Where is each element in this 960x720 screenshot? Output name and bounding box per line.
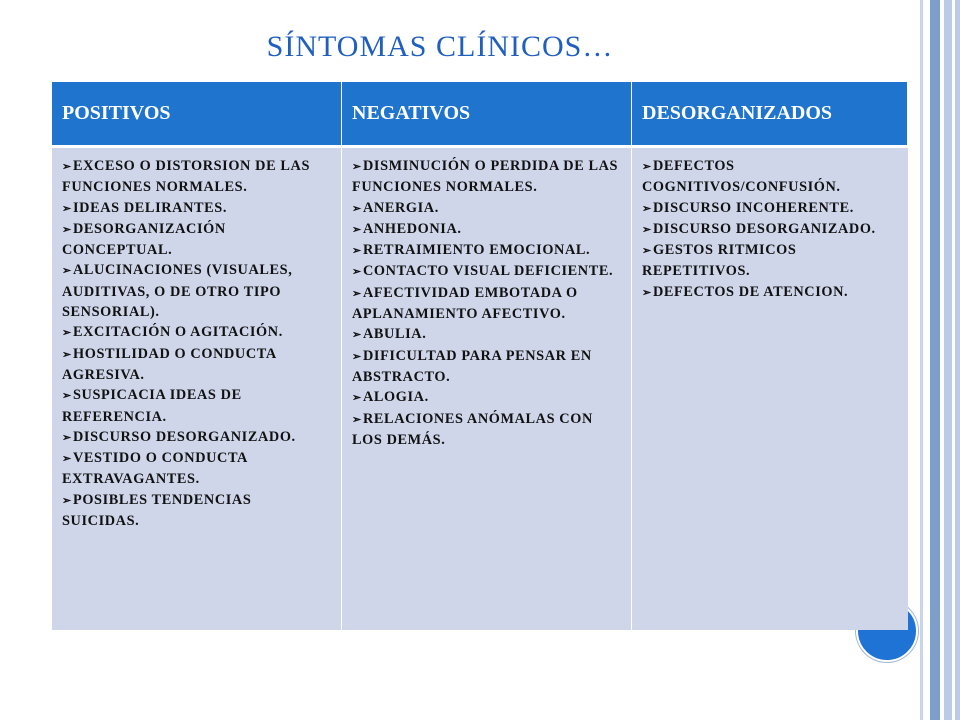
symptoms-table — [52, 82, 908, 630]
symptom-text: ABULIA. — [363, 326, 427, 343]
arrow-bullet-icon: ➢ — [62, 494, 72, 507]
symptom-item — [642, 219, 898, 240]
frame-line — [952, 0, 955, 720]
arrow-bullet-icon: ➢ — [642, 202, 652, 215]
arrow-bullet-icon: ➢ — [62, 453, 72, 466]
positive-symptom-list — [62, 156, 331, 531]
arrow-bullet-icon: ➢ — [352, 392, 362, 405]
arrow-bullet-icon: ➢ — [352, 266, 362, 279]
symptom-item — [62, 260, 331, 322]
header-positivos: POSITIVOS — [52, 82, 342, 148]
symptom-text: AFECTIVIDAD EMBOTADA O APLANAMIENTO AFECTIVO. — [352, 284, 578, 323]
arrow-bullet-icon: ➢ — [642, 223, 652, 236]
negative-symptom-list — [352, 156, 621, 450]
symptom-item — [62, 427, 331, 448]
cell-desorganizados — [632, 148, 908, 630]
arrow-bullet-icon: ➢ — [62, 202, 72, 215]
arrow-bullet-icon: ➢ — [352, 350, 362, 363]
symptom-text: ANHEDONIA. — [363, 220, 462, 237]
symptom-item — [352, 261, 621, 282]
symptom-item — [642, 156, 898, 198]
symptom-item — [62, 344, 331, 386]
symptom-item — [62, 385, 331, 427]
symptom-text: ANERGIA. — [363, 199, 439, 216]
symptom-text: DISCURSO DESORGANIZADO. — [653, 220, 876, 237]
symptom-item — [62, 448, 331, 490]
symptom-item — [642, 240, 898, 282]
symptom-text: HOSTILIDAD O CONDUCTA AGRESIVA. — [62, 345, 276, 383]
symptom-text: ALUCINACIONES (VISUALES, AUDITIVAS, O DE OTRO TIPO SENSORIAL). — [62, 262, 293, 321]
arrow-bullet-icon: ➢ — [62, 431, 72, 444]
symptom-text: POSIBLES TENDENCIAS SUICIDAS. — [62, 491, 252, 530]
symptom-text: DESORGANIZACIÓN CONCEPTUAL. — [62, 220, 226, 259]
arrow-bullet-icon: ➢ — [62, 265, 72, 278]
arrow-bullet-icon: ➢ — [352, 245, 362, 258]
arrow-bullet-icon: ➢ — [352, 287, 362, 300]
disorganized-symptom-list — [642, 156, 898, 303]
symptom-item — [62, 219, 331, 261]
symptom-text: DISCURSO DESORGANIZADO. — [73, 428, 296, 445]
header-negativos: NEGATIVOS — [342, 82, 632, 148]
symptom-item — [352, 198, 621, 219]
symptom-text: DEFECTOS DE ATENCION. — [653, 283, 849, 300]
symptom-text: DISCURSO INCOHERENTE. — [653, 199, 854, 216]
symptom-item — [352, 409, 621, 451]
symptom-item — [62, 198, 331, 219]
arrow-bullet-icon: ➢ — [642, 245, 652, 258]
arrow-bullet-icon: ➢ — [62, 327, 72, 340]
symptom-item — [62, 322, 331, 343]
symptom-item — [642, 198, 898, 219]
symptom-item — [352, 283, 621, 325]
symptom-text: EXCITACIÓN O AGITACIÓN. — [73, 324, 283, 341]
arrow-bullet-icon: ➢ — [352, 223, 362, 236]
symptom-text: DIFICULTAD PARA PENSAR EN ABSTRACTO. — [352, 347, 592, 385]
symptom-text: DISMINUCIÓN O PERDIDA DE LAS FUNCIONES NORMALES. — [352, 158, 619, 196]
arrow-bullet-icon: ➢ — [352, 413, 362, 426]
frame-line — [930, 0, 940, 720]
symptom-item — [62, 156, 331, 198]
arrow-bullet-icon: ➢ — [352, 161, 362, 173]
cell-negativos — [342, 148, 632, 630]
symptom-item — [352, 240, 621, 261]
symptom-text: DEFECTOS COGNITIVOS/CONFUSIÓN. — [642, 158, 841, 196]
symptom-item — [352, 387, 621, 408]
symptom-item — [352, 324, 621, 345]
arrow-bullet-icon: ➢ — [642, 286, 652, 299]
cell-positivos — [52, 148, 342, 630]
arrow-bullet-icon: ➢ — [62, 161, 72, 173]
arrow-bullet-icon: ➢ — [62, 390, 72, 403]
arrow-bullet-icon: ➢ — [352, 329, 362, 342]
symptom-text: RETRAIMIENTO EMOCIONAL. — [363, 242, 591, 259]
symptom-item — [352, 346, 621, 388]
frame-line — [920, 0, 923, 720]
symptom-text: GESTOS RITMICOS REPETITIVOS. — [642, 242, 797, 280]
arrow-bullet-icon: ➢ — [642, 161, 652, 173]
slide-title — [0, 30, 880, 64]
symptom-item — [642, 282, 898, 303]
arrow-bullet-icon: ➢ — [62, 223, 72, 236]
symptom-text: RELACIONES ANÓMALAS CON LOS DEMÁS. — [352, 410, 593, 448]
symptom-text: SUSPICACIA IDEAS DE REFERENCIA. — [62, 387, 242, 425]
symptom-text: EXCESO O DISTORSION DE LAS FUNCIONES NORMALES. — [62, 158, 311, 196]
slide-title-text: SÍNTOMAS CLÍNICOS… — [266, 30, 614, 63]
symptom-item — [352, 219, 621, 240]
symptom-item — [352, 156, 621, 198]
arrow-bullet-icon: ➢ — [62, 348, 72, 361]
symptom-item — [62, 490, 331, 532]
arrow-bullet-icon: ➢ — [352, 202, 362, 215]
symptom-text: IDEAS DELIRANTES. — [73, 199, 228, 216]
header-desorganizados: DESORGANIZADOS — [632, 82, 908, 148]
symptom-text: ALOGIA. — [363, 389, 429, 406]
symptom-text: CONTACTO VISUAL DEFICIENTE. — [363, 263, 614, 280]
symptom-text: VESTIDO O CONDUCTA EXTRAVAGANTES. — [62, 450, 248, 488]
